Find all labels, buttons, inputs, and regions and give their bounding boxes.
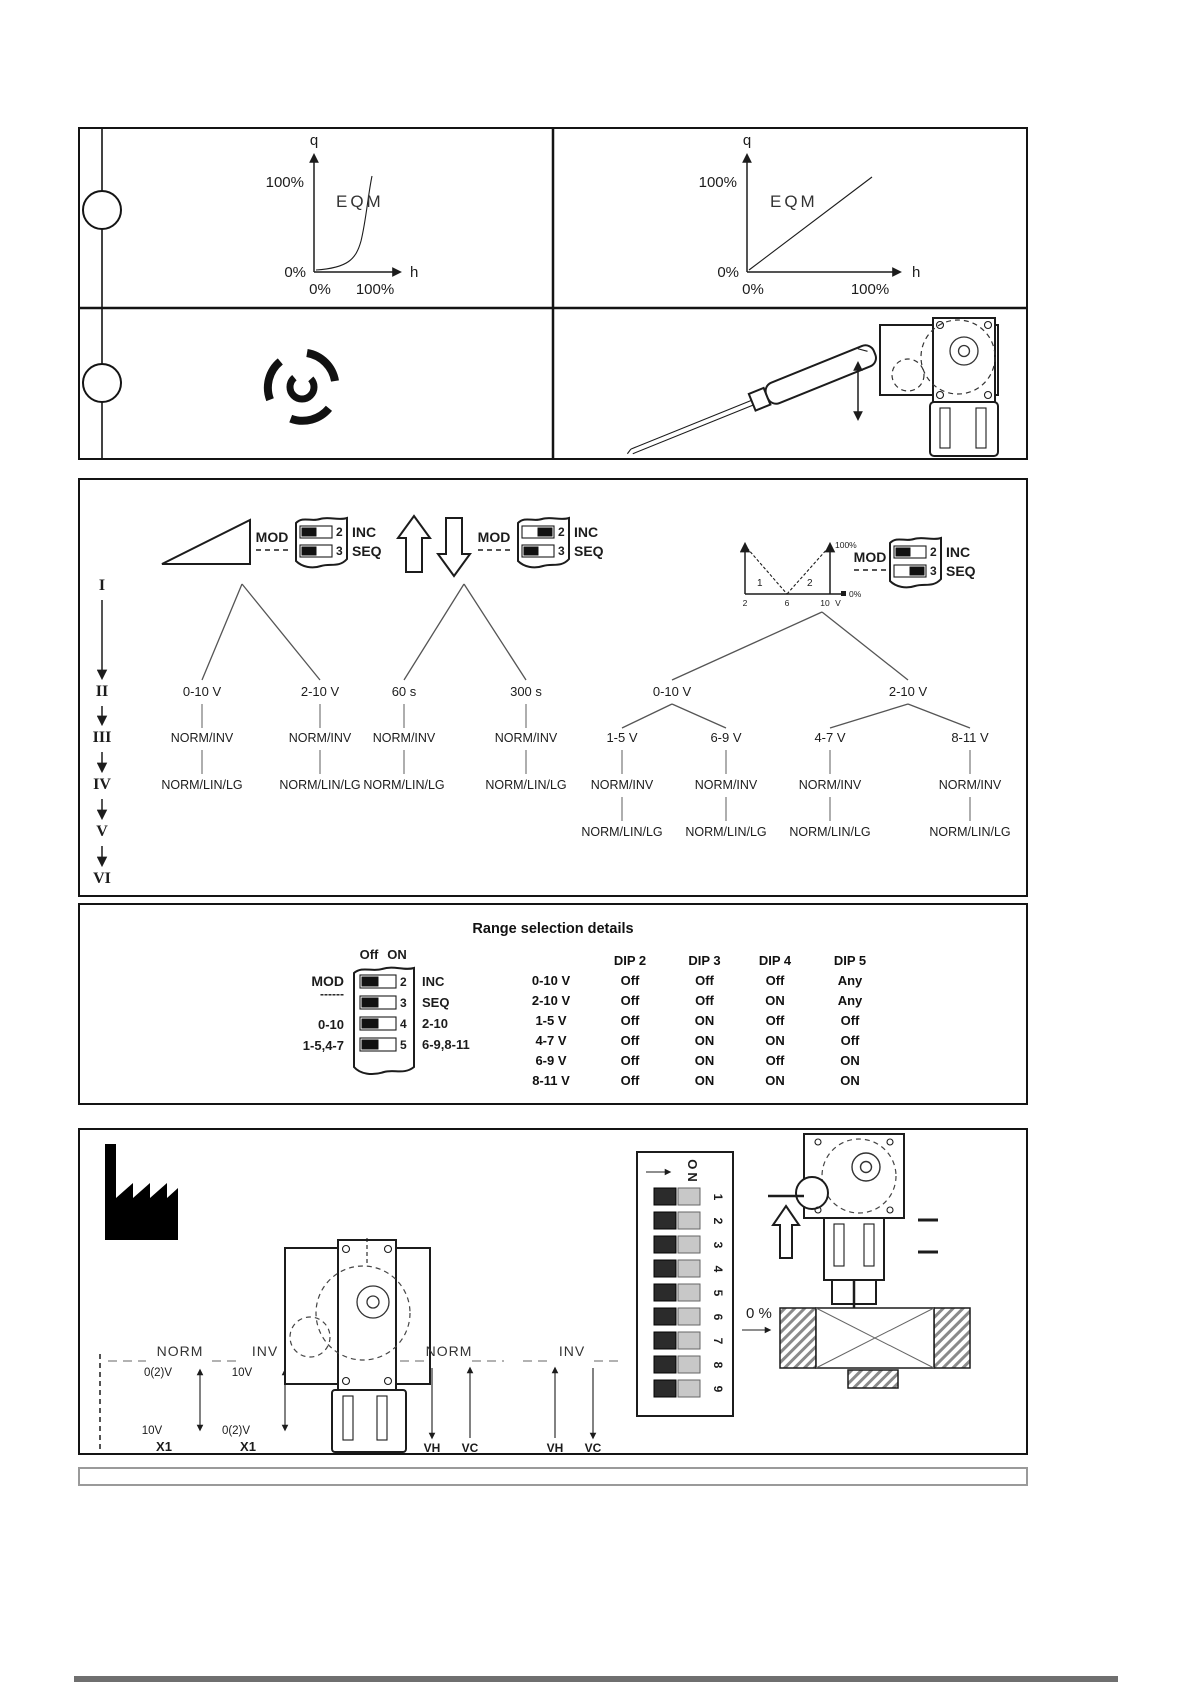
tree2-branches [404,584,526,774]
x-max-label: 100% [850,281,890,298]
row-range: 1-5 V [535,1013,567,1028]
left-row4-label: 0-10 [317,1017,344,1032]
vh-vc-signal-group [400,1343,622,1453]
tree1-header [162,518,382,567]
sequence-graph-icon [743,540,862,608]
x-min-label: 0% [309,281,331,298]
inv-top-voltage: 10V [231,1367,253,1379]
cell: Off [620,1033,640,1048]
mod-label: MOD [477,529,511,545]
norm-inv-option: NORM/INV [590,778,654,792]
subrange-option: 8-11 V [951,730,989,745]
column-header: DIP 2 [613,953,647,968]
cell: ON [840,1073,860,1088]
level-label: IV [93,776,111,793]
inv-label: INV [251,1343,279,1359]
level-column [93,577,112,887]
factory-settings-drawing [80,1130,1026,1453]
mod-label: MOD [255,529,289,545]
footer-bar [78,1467,1028,1486]
graph-bottom-label: 0% [849,589,862,599]
cell: Off [620,1053,640,1068]
row-number: 2 [400,975,407,989]
norm-top-voltage: 0(2)V [143,1367,173,1379]
seq-label: SEQ [574,543,604,559]
norm-inv-option: NORM/INV [798,778,862,792]
dip-number: 9 [711,1385,725,1393]
norm-lin-lg-option: NORM/LIN/LG [279,778,361,792]
curve2-label: 2 [807,578,813,589]
panel-title: Range selection details [472,921,634,937]
eqm-graph-right [699,132,921,298]
x1-terminal-label: X1 [156,1439,172,1453]
zero-percent-label: 0 % [746,1305,772,1322]
norm-lin-lg-option: NORM/LIN/LG [929,825,1011,839]
x-tick: 10 [820,598,830,608]
y-max-label: 100% [265,174,304,191]
norm-inv-option: NORM/INV [288,731,352,745]
cell: Off [620,1073,640,1088]
tree2-header [398,516,604,576]
cell: Off [620,993,640,1008]
row-range: 6-9 V [535,1053,567,1068]
range-dip-graphic [270,945,550,1103]
range-option: 0-10 V [182,684,222,699]
actuator-stroke-icon [858,318,998,456]
range-option: 0-10 V [652,684,692,699]
seq-label: SEQ [946,563,976,579]
column-header: DIP 5 [833,953,867,968]
norm-label: NORM [156,1343,204,1359]
y-min-label: 0% [284,264,306,281]
cell: Off [620,973,640,988]
curve-label: EQM [336,192,384,211]
norm-inv-option: NORM/INV [494,731,558,745]
off-header: Off [359,947,379,962]
cell: ON [765,1073,785,1088]
sw2-number: 2 [558,525,565,539]
dip-number: 7 [711,1337,725,1345]
step-marker-column [83,129,121,458]
table-corner [511,951,591,971]
config-tree-panel [78,478,1028,897]
stroke-up-arrow-icon [773,1206,799,1258]
inc-label: INC [574,524,599,540]
eqm-graph-left [266,132,419,298]
norm-lin-lg-option: NORM/LIN/LG [685,825,767,839]
screwdriver-icon [623,343,879,458]
seq-label: SEQ [352,543,382,559]
subrange-option: 6-9 V [710,730,742,745]
cell: Off [695,973,714,988]
bottom-strip [74,1676,1118,1682]
inc-label: INC [946,544,971,560]
cell: ON [694,1073,715,1088]
norm-bottom-voltage: 10V [141,1425,163,1437]
x-unit: V [835,598,841,608]
mod-dashes: ------ [320,987,344,1001]
ramp-icon [162,520,250,564]
dip-number: 4 [711,1265,725,1273]
arrow-down-icon [438,518,470,576]
y-axis-label: q [309,132,319,149]
dip-number: 5 [711,1289,725,1297]
eqm-tools-panel [78,127,1028,460]
on-label: ON [685,1159,700,1185]
tree2-labels [363,684,566,792]
range-6-9-8-11-label: 6-9,8-11 [422,1037,470,1052]
row-number: 3 [400,996,407,1010]
inc-label: INC [352,524,377,540]
row-number: 4 [400,1017,407,1031]
runtime-option: 60 s [391,684,417,699]
level-label: V [96,823,108,840]
row-range: 2-10 V [531,993,571,1008]
x-tick: 2 [742,598,748,608]
norm-lin-lg-option: NORM/LIN/LG [581,825,663,839]
dip-number: 1 [711,1193,725,1201]
row-range: 0-10 V [531,973,571,988]
level-label: VI [93,870,111,887]
graph-top-label: 100% [835,540,857,550]
dip-switch-numbers [711,1194,725,1393]
x-axis-label: h [410,264,419,281]
norm-inv-option: NORM/INV [170,731,234,745]
left-row5-label: 1-5,4-7 [302,1038,344,1053]
norm-label: NORM [425,1343,473,1359]
tree1-branches [202,584,320,774]
cell: ON [840,1053,860,1068]
y-min-label: 0% [717,264,739,281]
mod-label: MOD [853,549,887,565]
cell: Off [840,1013,860,1028]
step-marker-circle [83,364,121,402]
cell: ON [765,1033,785,1048]
config-tree-drawing [80,480,1026,895]
sw3-number: 3 [336,544,343,558]
swirl-icon [256,353,335,433]
tree3-header [743,538,976,608]
dip-number: 3 [711,1241,725,1249]
cell: Off [765,1053,785,1068]
vh-label: VH [546,1441,564,1453]
dip-number: 8 [711,1361,725,1369]
runtime-option: 300 s [510,684,542,699]
cell: ON [694,1053,715,1068]
cell: Off [695,993,714,1008]
y-axis-label: q [742,132,752,149]
vc-label: VC [584,1441,602,1453]
vc-label: VC [461,1441,479,1453]
on-header: ON [387,947,407,962]
cell: Off [765,973,785,988]
level-label: III [92,729,112,746]
factory-icon [105,1144,178,1240]
cell: ON [694,1033,715,1048]
dip-number: 6 [711,1313,725,1321]
actuator-drawing [285,1238,430,1452]
subrange-option: 4-7 V [814,730,846,745]
dip-number: 2 [711,1217,725,1225]
eqm-tools-drawing [80,129,1026,458]
norm-inv-option: NORM/INV [694,778,758,792]
curve1-label: 1 [757,578,763,589]
column-header: DIP 3 [688,953,721,968]
cell: ON [765,993,785,1008]
sw3-number: 3 [558,544,565,558]
cell: ON [694,1013,715,1028]
norm-lin-lg-option: NORM/LIN/LG [363,778,445,792]
subrange-option: 1-5 V [606,730,638,745]
cell: Off [840,1033,860,1048]
x-axis-label: h [912,264,921,281]
sw2-number: 2 [930,545,937,559]
dip-switch-column [637,1152,733,1416]
x-min-label: 0% [742,281,764,298]
norm-inv-option: NORM/INV [938,778,1002,792]
inv-label: INV [558,1343,586,1359]
tree3-branches [622,612,970,821]
level-label: I [98,577,106,594]
inv-bottom-voltage: 0(2)V [221,1425,251,1437]
row-range: 4-7 V [535,1033,567,1048]
cell: Any [837,993,863,1008]
level-label: II [95,683,109,700]
curve-label: EQM [770,192,818,211]
norm-inv-option: NORM/INV [372,731,436,745]
mod-label: MOD [311,973,344,989]
inc-label: INC [422,974,445,989]
cell: Any [837,973,863,988]
norm-lin-lg-option: NORM/LIN/LG [789,825,871,839]
norm-lin-lg-option: NORM/LIN/LG [485,778,567,792]
factory-settings-panel [78,1128,1028,1455]
tree1-labels [161,684,360,792]
range-table [511,951,890,1091]
cell: Off [620,1013,640,1028]
step-marker-circle [83,191,121,229]
range-option: 2-10 V [300,684,340,699]
row-range: 8-11 V [532,1073,570,1088]
row-number: 5 [400,1038,407,1052]
sw2-number: 2 [336,525,343,539]
x-tick: 6 [784,598,790,608]
seq-label: SEQ [422,995,450,1010]
tree3-labels [581,684,1010,839]
valve-assembly-drawing [742,1134,970,1388]
range-option: 2-10 V [888,684,928,699]
cell: Off [765,1013,785,1028]
norm-lin-lg-option: NORM/LIN/LG [161,778,243,792]
vh-label: VH [423,1441,441,1453]
range-2-10-label: 2-10 [422,1016,449,1031]
x1-terminal-label: X1 [240,1439,256,1453]
column-header: DIP 4 [758,953,792,968]
sw3-number: 3 [930,564,937,578]
y-max-label: 100% [698,174,737,191]
range-selection-panel [78,903,1028,1105]
arrow-up-icon [398,516,430,572]
x-max-label: 100% [355,281,395,298]
